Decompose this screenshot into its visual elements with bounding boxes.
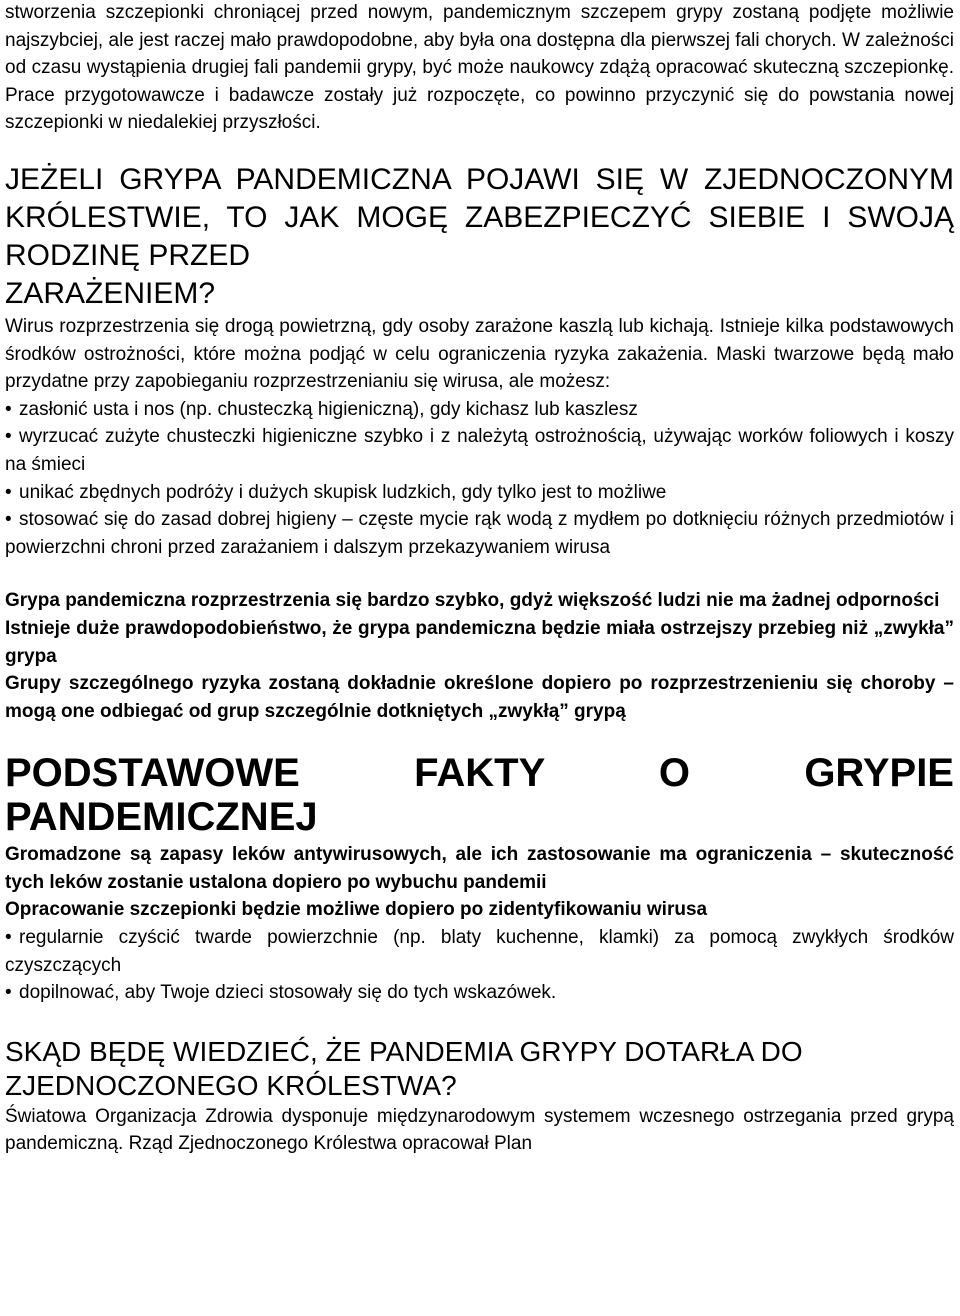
bold-fact: Grypa pandemiczna rozprzestrzenia się bardzo szybko, gdyż większość ludzi nie ma żadnej odporności <box>5 590 940 612</box>
list-item-text: zasłonić usta i nos (np. chusteczką higieniczną), gdy kichasz lub kaszlesz <box>19 398 638 420</box>
section2-heading-line2: PANDEMICZNEJ <box>5 795 318 840</box>
list-item <box>5 979 954 1007</box>
list-item-text: regularnie czyścić twarde powierzchnie (np. blaty kuchenne, klamki) za pomocą zwykłych środków czyszczących <box>5 927 954 976</box>
list-item <box>5 924 954 979</box>
bold-fact: Istnieje duże prawdopodobieństwo, że grypa pandemiczna będzie miała ostrzejszy przebieg niż „zwykła” grypa <box>5 617 954 667</box>
bold-facts <box>5 587 954 725</box>
section2-bullet-list <box>5 924 954 1007</box>
bullet-icon: • <box>5 426 12 448</box>
bullet-icon: • <box>5 927 12 949</box>
bullet-icon: • <box>5 509 12 531</box>
intro-paragraph: stworzenia szczepionki chroniącej przed nowym, pandemicznym szczepem grypy zostaną podjęte możliwie najszybciej, ale jest raczej mało prawdopodobne, aby była ona dostępna dla pierwszej fali chorych. W zależności od czasu wystąpienia drugiej fali pandemii grypy, być może naukowcy zdążą opracować skuteczną szczepionkę. Prace przygotowawcze i badawcze zostały już rozpoczęte, co powinno przyczynić się do powstania nowej szczepionki w niedalekiej przyszłości. <box>5 2 954 134</box>
section2-bold-line: Opracowanie szczepionki będzie możliwe dopiero po zidentyfikowaniu wirusa <box>5 899 708 921</box>
bullet-icon: • <box>5 481 12 503</box>
bullet-icon: • <box>5 398 12 420</box>
section2-bold-line: Gromadzone są zapasy leków antywirusowych, ale ich zastosowanie ma ograniczenia – skuteczność tych leków zostanie ustalona dopiero po wybuchu pandemii <box>5 844 954 893</box>
list-item-text: wyrzucać zużyte chusteczki higieniczne szybko i z należytą ostrożnością, używając worków foliowych i koszy na śmieci <box>5 426 954 475</box>
section3-heading: SKĄD BĘDĘ WIEDZIEĆ, ŻE PANDEMIA GRYPY DOTARŁA DO ZJEDNOCZONEGO KRÓLESTWA? <box>5 1035 803 1101</box>
list-item-text: stosować się do zasad dobrej higieny – częste mycie rąk wodą z mydłem po dotknięciu różnych przedmiotów i powierzchni chroni przed zarażaniem i dalszym przekazywaniem wirusa <box>5 509 954 558</box>
list-item-text: dopilnować, aby Twoje dzieci stosowały się do tych wskazówek. <box>19 982 557 1004</box>
bullet-icon: • <box>5 982 12 1004</box>
section1-bullet-list <box>5 396 954 562</box>
section1-paragraph: Wirus rozprzestrzenia się drogą powietrzną, gdy osoby zarażone kaszlą lub kichają. Istnieje kilka podstawowych środków ostrożności, które można podjąć w celu ograniczenia ryzyka zakażenia. Maski twarzowe będą mało przydatne przy zapobieganiu rozprzestrzenianiu się wirusa, ale możesz: <box>5 315 954 393</box>
list-item-text: unikać zbędnych podróży i dużych skupisk ludzkich, gdy tylko jest to możliwe <box>19 481 667 503</box>
section3-paragraph: Światowa Organizacja Zdrowia dysponuje międzynarodowym systemem wczesnego ostrzegania przed grypą pandemiczną. Rząd Zjednoczonego Królestwa opracował Plan <box>5 1105 954 1155</box>
section1-heading <box>5 161 954 313</box>
list-item <box>5 506 954 561</box>
section1-heading-line1: JEŻELI GRYPA PANDEMICZNA POJAWI SIĘ W ZJEDNOCZONYM KRÓLESTWIE, TO JAK MOGĘ ZABEZPIECZYĆ SIEBIE I SWOJĄ RODZINĘ PRZED <box>5 162 954 272</box>
section2-heading-line1: PODSTAWOWE FAKTY O GRYPIE <box>5 751 954 796</box>
list-item <box>5 423 954 478</box>
list-item <box>5 396 954 424</box>
bold-fact: Grupy szczególnego ryzyka zostaną dokładnie określone dopiero po rozprzestrzenieniu się choroby – mogą one odbiegać od grup szczególnie dotkniętych „zwykłą” grypą <box>5 673 954 722</box>
section1-heading-line2: ZARAŻENIEM? <box>5 276 216 310</box>
list-item <box>5 479 954 507</box>
